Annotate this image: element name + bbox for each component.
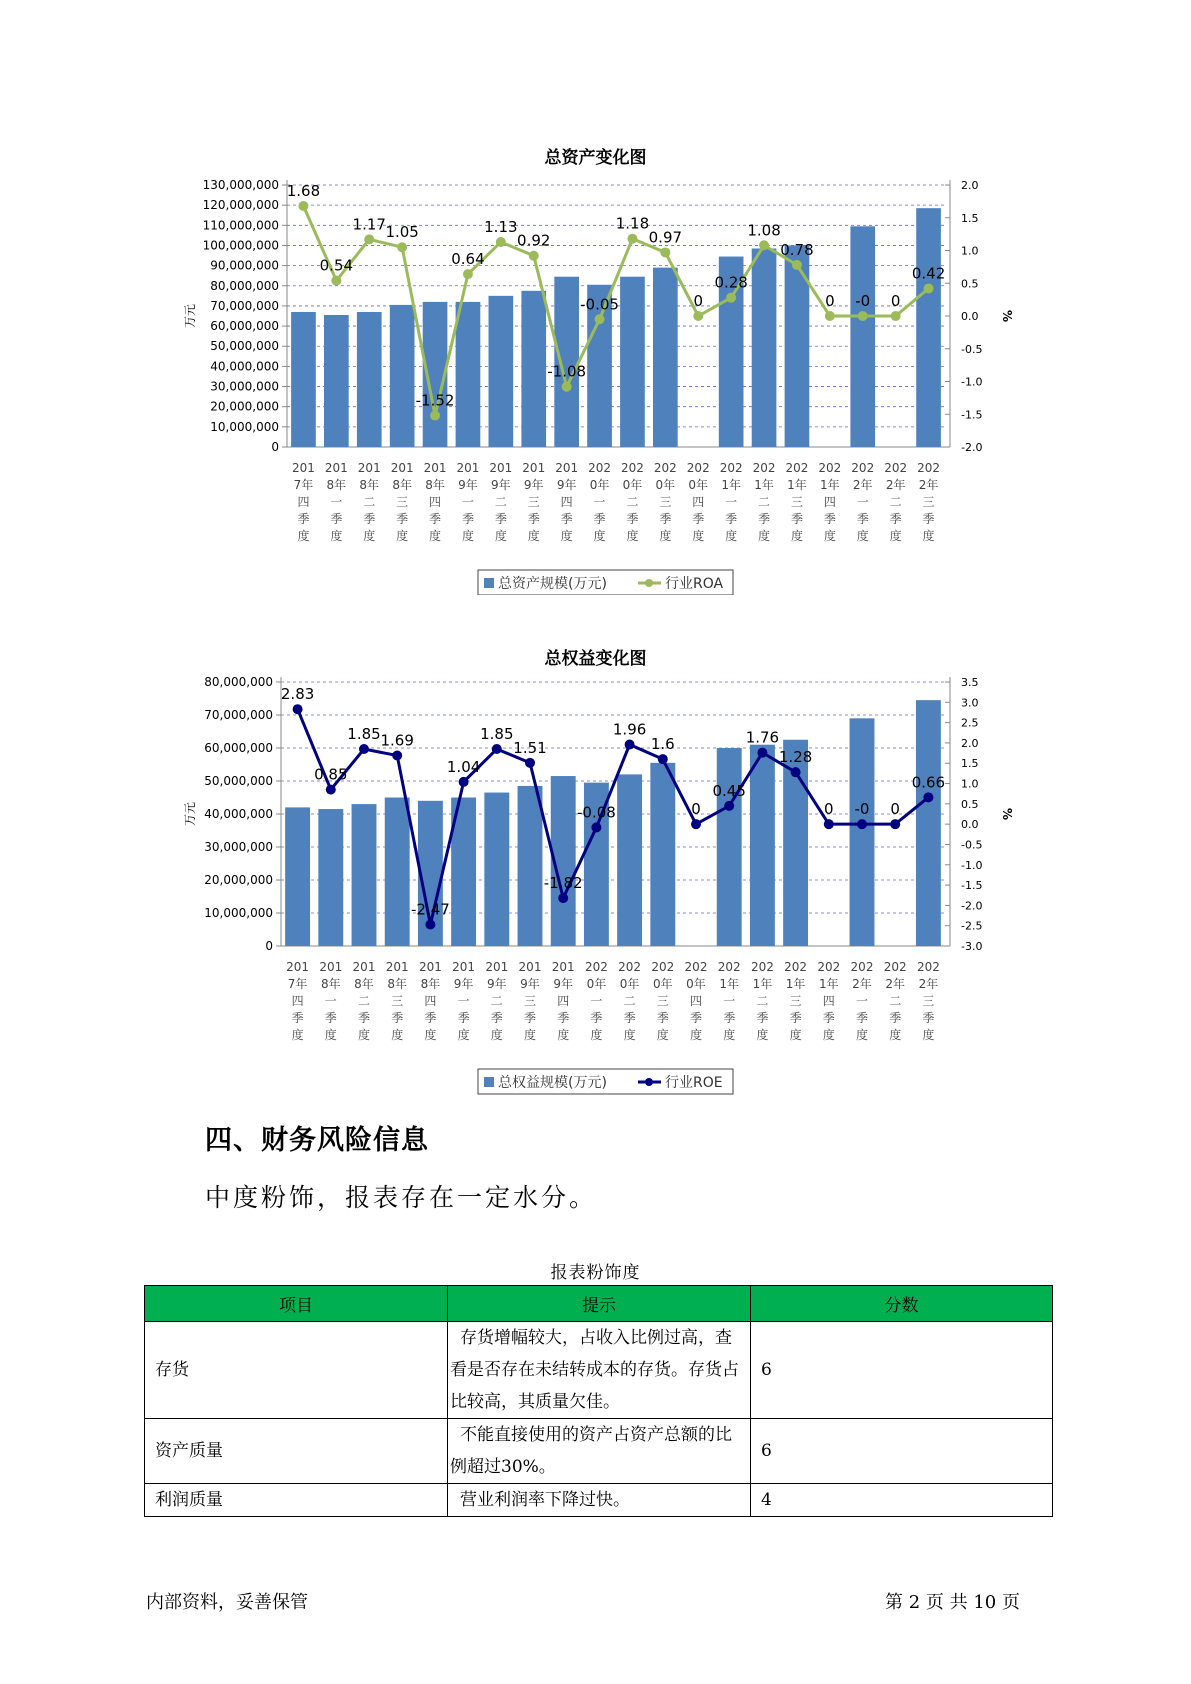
y-tick-label: 0 <box>271 440 279 454</box>
data-label: 1.76 <box>745 728 780 747</box>
series-point <box>562 382 572 392</box>
bar <box>484 793 509 946</box>
data-label: 1.51 <box>513 738 547 757</box>
x-tick-label: 201 7年四季度 <box>291 461 315 543</box>
data-label: 1.85 <box>347 725 381 744</box>
y-tick-label: 20,000,000 <box>204 873 273 887</box>
series-point <box>430 411 440 421</box>
series-point <box>525 758 535 768</box>
table-cell-score: 4 <box>751 1484 1053 1517</box>
legend-bar-label: 总权益规模(万元) <box>498 1075 607 1091</box>
data-label: 1.68 <box>286 181 321 200</box>
series-point <box>595 314 605 324</box>
series-point <box>293 704 303 714</box>
y2-tick-label: 1.0 <box>961 244 979 258</box>
data-label: 1.28 <box>778 748 813 767</box>
y-tick-label: 60,000,000 <box>204 741 273 755</box>
data-label: 1.04 <box>446 757 481 776</box>
data-label: 1.17 <box>352 215 386 234</box>
x-tick-label: 202 1年四季度 <box>817 960 841 1042</box>
series-point <box>691 819 701 829</box>
x-tick-label: 201 9年四季度 <box>551 960 575 1042</box>
x-tick-label: 201 9年二季度 <box>489 461 513 543</box>
bar <box>717 748 742 946</box>
x-tick-label: 202 0年三季度 <box>653 461 677 543</box>
y-tick-label: 110,000,000 <box>202 218 279 233</box>
y2-tick-label: -1.0 <box>961 375 983 389</box>
x-tick-label: 202 1年三季度 <box>785 461 809 543</box>
series-point <box>496 237 506 247</box>
data-label: 2.83 <box>280 685 315 704</box>
y2-tick-label: 0.5 <box>961 277 979 291</box>
x-tick-label: 201 8年一季度 <box>319 960 343 1042</box>
y2-tick-label: 0.0 <box>961 310 979 323</box>
x-tick-label: 202 1年四季度 <box>818 461 842 543</box>
bar <box>456 302 481 447</box>
x-tick-label: 201 9年三季度 <box>522 461 546 543</box>
chart-title-assets: 总资产变化图 <box>544 148 647 168</box>
series-point <box>392 751 402 761</box>
total-equity-chart <box>0 665 1191 1095</box>
y2-tick-label: -1.5 <box>961 408 983 422</box>
y-tick-label: 60,000,000 <box>210 319 279 334</box>
data-label: -0 <box>855 292 871 310</box>
y-tick-label: 70,000,000 <box>204 708 273 722</box>
data-label: 0.78 <box>780 240 814 259</box>
y-tick-label: 50,000,000 <box>204 774 273 788</box>
series-point <box>724 801 734 811</box>
series-point <box>364 234 374 244</box>
y-tick-label: 100,000,000 <box>202 238 279 253</box>
y2-tick-label: 1.5 <box>961 211 979 225</box>
series-point <box>658 754 668 764</box>
y-tick-label: 20,000,000 <box>210 399 279 414</box>
y2-tick-label: 3.5 <box>961 676 979 689</box>
series-point <box>492 744 502 754</box>
data-label: 0.66 <box>911 773 946 792</box>
bar <box>357 312 382 447</box>
y-tick-label: 30,000,000 <box>210 379 279 394</box>
table-cell-item: 利润质量 <box>145 1484 448 1517</box>
y2-tick-label: 2.0 <box>961 736 979 750</box>
x-tick-label: 202 0年二季度 <box>620 461 644 543</box>
x-tick-label: 201 8年三季度 <box>385 960 409 1042</box>
legend-line-marker <box>645 1078 653 1086</box>
bar <box>318 809 343 946</box>
table-cell-hint: 不能直接使用的资产占资产总额的比例超过30%。 <box>448 1419 751 1484</box>
x-tick-label: 201 8年二季度 <box>357 461 381 543</box>
bar <box>916 700 941 946</box>
series-point <box>923 792 933 802</box>
series-point <box>627 234 637 244</box>
table-row <box>145 1484 1053 1517</box>
data-label: 1.85 <box>480 725 514 744</box>
data-label: -0.05 <box>580 295 619 314</box>
x-tick-label: 202 1年二季度 <box>752 461 776 543</box>
data-label: 1.6 <box>650 735 675 754</box>
bar <box>352 804 377 946</box>
bar <box>324 315 349 447</box>
table-cell-score: 6 <box>751 1322 1053 1419</box>
bar <box>385 798 410 947</box>
table-header-cell: 提示 <box>448 1286 751 1322</box>
x-tick-label: 202 2年三季度 <box>916 960 940 1042</box>
table-row <box>145 1419 1053 1484</box>
bar <box>850 226 875 447</box>
table-header-cell: 项目 <box>145 1286 448 1322</box>
x-tick-label: 201 8年四季度 <box>418 960 442 1042</box>
bar <box>390 305 415 447</box>
x-tick-label: 202 1年一季度 <box>719 461 743 543</box>
y-tick-label: 40,000,000 <box>210 359 279 374</box>
footer-page-number: 第 2 页 共 10 页 <box>885 1592 1020 1613</box>
series-point <box>331 276 341 286</box>
x-tick-label: 202 1年二季度 <box>750 960 774 1042</box>
y-tick-label: 80,000,000 <box>210 278 279 293</box>
series-point <box>825 311 835 321</box>
data-label: 0.42 <box>911 264 946 283</box>
series-point <box>759 240 769 250</box>
legend-line-label: 行业ROE <box>665 1075 723 1091</box>
series-point <box>693 311 703 321</box>
x-tick-label: 202 0年四季度 <box>686 461 710 543</box>
y2-tick-label: 1.0 <box>961 777 979 791</box>
y2-axis-title: % <box>1000 309 1014 323</box>
series-point <box>463 269 473 279</box>
data-label: -0.08 <box>576 803 616 822</box>
y2-axis-title: % <box>1000 807 1014 821</box>
x-tick-label: 201 8年一季度 <box>324 461 348 543</box>
x-tick-label: 202 0年三季度 <box>651 960 675 1042</box>
bar <box>750 745 775 946</box>
data-label: 0 <box>691 800 701 819</box>
data-label: 1.96 <box>612 720 647 739</box>
y2-tick-label: 1.5 <box>961 757 979 771</box>
data-label: -1.82 <box>543 874 583 893</box>
bar <box>285 807 310 946</box>
data-label: 0.54 <box>319 256 354 275</box>
x-tick-label: 202 2年一季度 <box>851 461 875 543</box>
table-cell-item: 资产质量 <box>145 1419 448 1484</box>
x-tick-label: 202 0年四季度 <box>684 960 708 1042</box>
legend-line-label: 行业ROA <box>665 576 724 592</box>
x-tick-label: 201 9年二季度 <box>485 960 509 1042</box>
legend-line-marker <box>645 579 653 587</box>
y-tick-label: 90,000,000 <box>210 258 279 273</box>
series-point <box>591 822 601 832</box>
data-label: 1.08 <box>747 221 781 240</box>
table-header-row <box>145 1286 1053 1322</box>
x-tick-label: 202 2年二季度 <box>884 461 908 543</box>
bar <box>291 312 316 447</box>
data-label: -1.08 <box>547 362 587 381</box>
series-point <box>529 251 539 261</box>
x-tick-label: 201 8年二季度 <box>352 960 376 1042</box>
bar <box>620 277 645 447</box>
risk-table <box>144 1285 1053 1517</box>
section-body: 中度粉饰，报表存在一定水分。 <box>205 1183 598 1212</box>
data-label: -0 <box>854 800 870 819</box>
y2-tick-label: 2.5 <box>961 716 979 730</box>
legend-bar-swatch <box>484 1077 494 1087</box>
data-label: 0 <box>825 292 835 310</box>
y-tick-label: 50,000,000 <box>210 339 279 354</box>
y2-tick-label: 0.5 <box>961 797 979 811</box>
x-tick-label: 201 9年四季度 <box>555 461 579 543</box>
bar <box>653 268 678 447</box>
series-point <box>326 785 336 795</box>
series-point <box>558 893 568 903</box>
x-tick-label: 201 9年一季度 <box>452 960 476 1042</box>
y-tick-label: 80,000,000 <box>204 675 273 689</box>
y-axis-title: 万元 <box>183 303 197 329</box>
series-point <box>425 919 435 929</box>
y-tick-label: 130,000,000 <box>202 178 279 192</box>
x-tick-label: 202 2年一季度 <box>850 960 874 1042</box>
x-tick-label: 202 0年二季度 <box>618 960 642 1042</box>
series-point <box>757 748 767 758</box>
x-tick-label: 201 9年一季度 <box>456 461 480 543</box>
data-label: 1.05 <box>385 223 419 242</box>
bar <box>521 291 546 447</box>
table-caption: 报表粉饰度 <box>550 1263 641 1283</box>
x-tick-label: 201 8年四季度 <box>423 461 447 543</box>
series-point <box>824 819 834 829</box>
y-tick-label: 10,000,000 <box>204 906 273 920</box>
series-point <box>890 819 900 829</box>
y2-tick-label: 3.0 <box>961 696 979 710</box>
data-label: 0.92 <box>517 231 551 250</box>
series-point <box>891 311 901 321</box>
series-point <box>792 260 802 270</box>
bar <box>518 786 543 946</box>
series-point <box>726 293 736 303</box>
series-point <box>298 201 308 211</box>
series-point <box>924 283 934 293</box>
series-point <box>397 242 407 252</box>
x-tick-label: 202 0年一季度 <box>588 461 612 543</box>
bar <box>617 774 642 946</box>
table-cell-item: 存货 <box>145 1322 448 1419</box>
series-point <box>791 767 801 777</box>
total-assets-chart <box>0 165 1191 595</box>
y2-tick-label: 0.0 <box>961 818 979 832</box>
table-cell-hint: 营业利润率下降过快。 <box>448 1484 751 1517</box>
x-tick-label: 201 7年四季度 <box>286 960 310 1042</box>
y-tick-label: 30,000,000 <box>204 840 273 854</box>
y2-tick-label: -0.5 <box>961 342 983 356</box>
x-tick-label: 202 1年一季度 <box>717 960 741 1042</box>
series-point <box>625 740 635 750</box>
data-label: 0 <box>890 292 901 310</box>
bar <box>916 208 941 447</box>
table-row <box>145 1322 1053 1419</box>
table-cell-hint: 存货增幅较大，占收入比例过高，查看是否存在未结转成本的存货。存货占比较高，其质量欠佳。 <box>448 1322 751 1419</box>
data-label: -1.52 <box>415 391 455 410</box>
y2-tick-label: -2.0 <box>961 441 983 454</box>
y-tick-label: 70,000,000 <box>210 298 279 313</box>
x-tick-label: 202 0年一季度 <box>584 960 608 1042</box>
y2-tick-label: -1.0 <box>961 858 983 872</box>
y-tick-label: 0 <box>265 939 273 953</box>
table-header-cell: 分数 <box>751 1286 1053 1322</box>
data-label: 0 <box>693 292 704 310</box>
data-label: 1.18 <box>615 214 650 233</box>
y2-tick-label: -2.0 <box>961 899 983 913</box>
y-tick-label: 120,000,000 <box>202 198 279 213</box>
x-tick-label: 202 2年二季度 <box>883 960 907 1042</box>
y2-tick-label: -0.5 <box>961 838 983 852</box>
x-tick-label: 201 9年三季度 <box>518 960 542 1042</box>
series-point <box>359 744 369 754</box>
x-tick-label: 201 8年三季度 <box>390 461 414 543</box>
y-tick-label: 10,000,000 <box>210 419 279 434</box>
data-label: 1.69 <box>380 731 414 750</box>
data-label: 0.64 <box>451 250 485 269</box>
data-label: 0 <box>890 800 900 819</box>
y2-tick-label: -1.5 <box>961 879 983 893</box>
data-label: 0 <box>824 800 834 819</box>
y2-tick-label: -2.5 <box>961 919 983 933</box>
footer-confidential: 内部资料，妥善保管 <box>146 1592 308 1613</box>
y-axis-title: 万元 <box>183 801 197 827</box>
bar <box>650 763 675 946</box>
data-label: 0.45 <box>712 781 746 800</box>
y-tick-label: 40,000,000 <box>204 807 273 821</box>
series-point <box>459 777 469 787</box>
table-cell-score: 6 <box>751 1419 1053 1484</box>
x-tick-label: 202 1年三季度 <box>784 960 808 1042</box>
bar <box>489 296 514 447</box>
series-point <box>660 247 670 257</box>
data-label: -2.47 <box>410 900 450 919</box>
legend-bar-label: 总资产规模(万元) <box>498 576 607 592</box>
chart-title-equity: 总权益变化图 <box>544 649 647 669</box>
data-label: 1.13 <box>484 217 518 236</box>
bar <box>850 718 875 946</box>
data-label: 0.97 <box>648 228 683 247</box>
legend-bar-swatch <box>484 578 494 588</box>
section-heading: 四、财务风险信息 <box>205 1125 429 1156</box>
series-point <box>858 311 868 321</box>
data-label: 0.28 <box>714 273 748 292</box>
y2-tick-label: -3.0 <box>961 940 983 953</box>
x-tick-label: 202 2年三季度 <box>917 461 941 543</box>
series-point <box>857 819 867 829</box>
bar <box>752 248 777 447</box>
y2-tick-label: 2.0 <box>961 179 979 192</box>
data-label: 0.85 <box>314 765 348 784</box>
